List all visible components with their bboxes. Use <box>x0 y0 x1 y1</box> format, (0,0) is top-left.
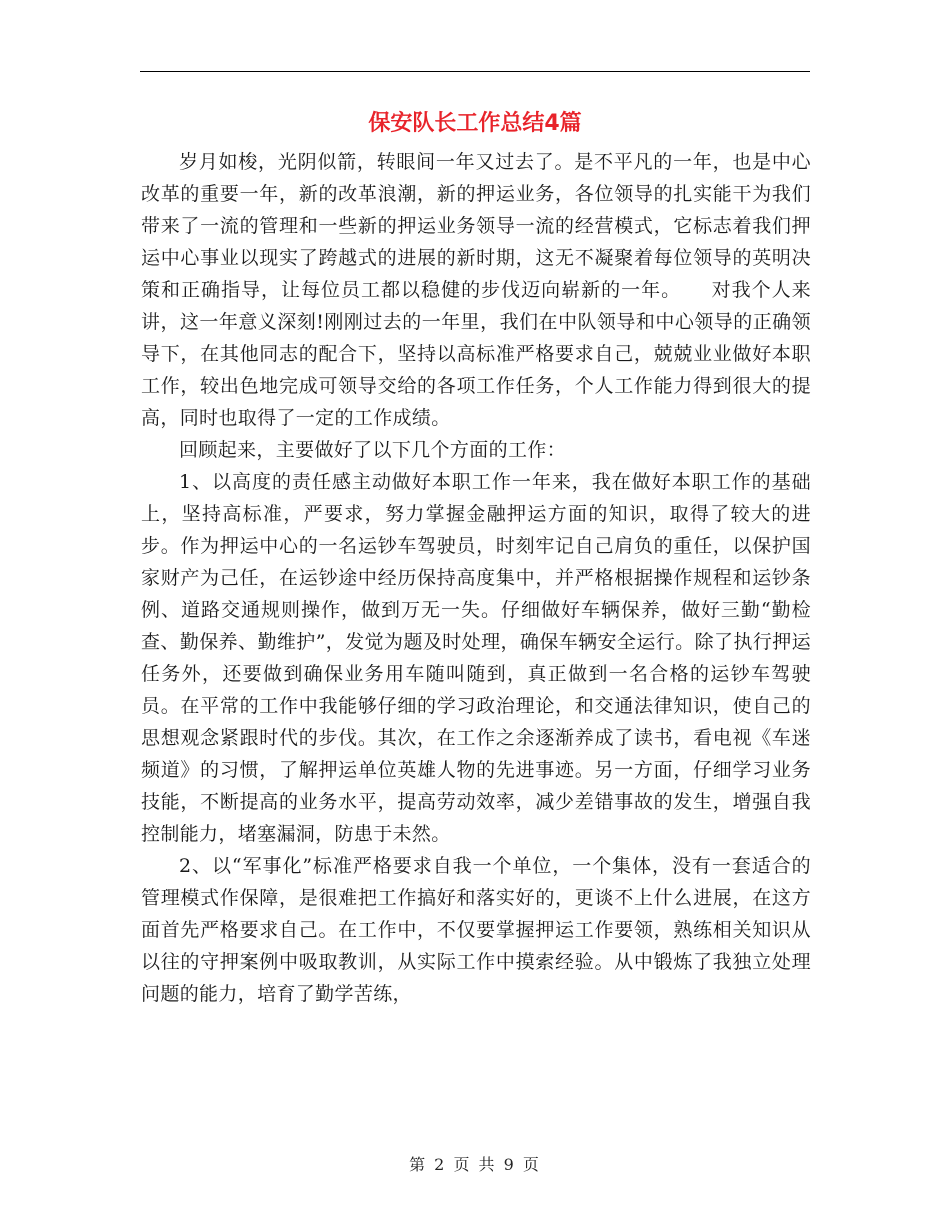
document-title: 保安队长工作总结4篇 <box>368 111 582 136</box>
header-rule <box>140 71 810 72</box>
paragraph-review: 回顾起来，主要做好了以下几个方面的工作： <box>179 439 567 461</box>
paragraph-intro: 岁月如梭，光阴似箭，转眼间一年又过去了。是不平凡的一年，也是中心改革的重要一年，新的改革浪潮，新的押运业务，各位领导的扎实能干为我们带来了一流的管理和一些新的押运业务领导一流的经营模式，它标志着我们押运中心事业以现实了跨越式的进展的新时期，这无不凝聚着每位领导的英明决策和正确指导，让每位员工都以稳健的步伐迈向崭新的一年。 对我个人来讲，这一年意义深刻!刚刚过去的一年里，我们在中队领导和中心领导的正确领导下，在其他同志的配合下，坚持以高标准严格要求自己，兢兢业业做好本职工作，较出色地完成可领导交给的各项工作任务，个人工作能力得到很大的提高，同时也取得了一定的工作成绩。 <box>141 151 811 429</box>
paragraph-item-1: 1、以高度的责任感主动做好本职工作一年来，我在做好本职工作的基础上，坚持高标准，严要求，努力掌握金融押运方面的知识，取得了较大的进步。作为押运中心的一名运钞车驾驶员，时刻牢记自己肩负的重任，以保护国家财产为己任，在运钞途中经历保持高度集中，并严格根据操作规程和运钞条例、道路交通规则操作，做到万无一失。仔细做好车辆保养，做好三勤“勤检查、勤保养、勤维护”，发觉为题及时处理，确保车辆安全运行。除了执行押运任务外，还要做到确保业务用车随叫随到，真正做到一名合格的运钞车驾驶员。在平常的工作中我能够仔细的学习政治理论，和交通法律知识，使自己的思想观念紧跟时代的步伐。其次，在工作之余逐渐养成了读书，看电视《车迷频道》的习惯，了解押运单位英雄人物的先进事迹。另一方面，仔细学习业务技能，不断提高的业务水平，提高劳动效率，减少差错事故的发生，增强自我控制能力，堵塞漏洞，防患于未然。 <box>141 471 811 845</box>
document-body <box>141 146 811 1010</box>
paragraph-item-2: 2、以“军事化”标准严格要求自我一个单位，一个集体，没有一套适合的管理模式作保障，是很难把工作搞好和落实好的，更谈不上什么进展，在这方面首先严格要求自己。在工作中，不仅要掌握押运工作要领，熟练相关知识从以往的守押案例中吸取教训，从实际工作中摸索经验。从中锻炼了我独立处理问题的能力，培育了勤学苦练， <box>141 855 811 1005</box>
page-number: 第 2 页 共 9 页 <box>409 1155 541 1174</box>
